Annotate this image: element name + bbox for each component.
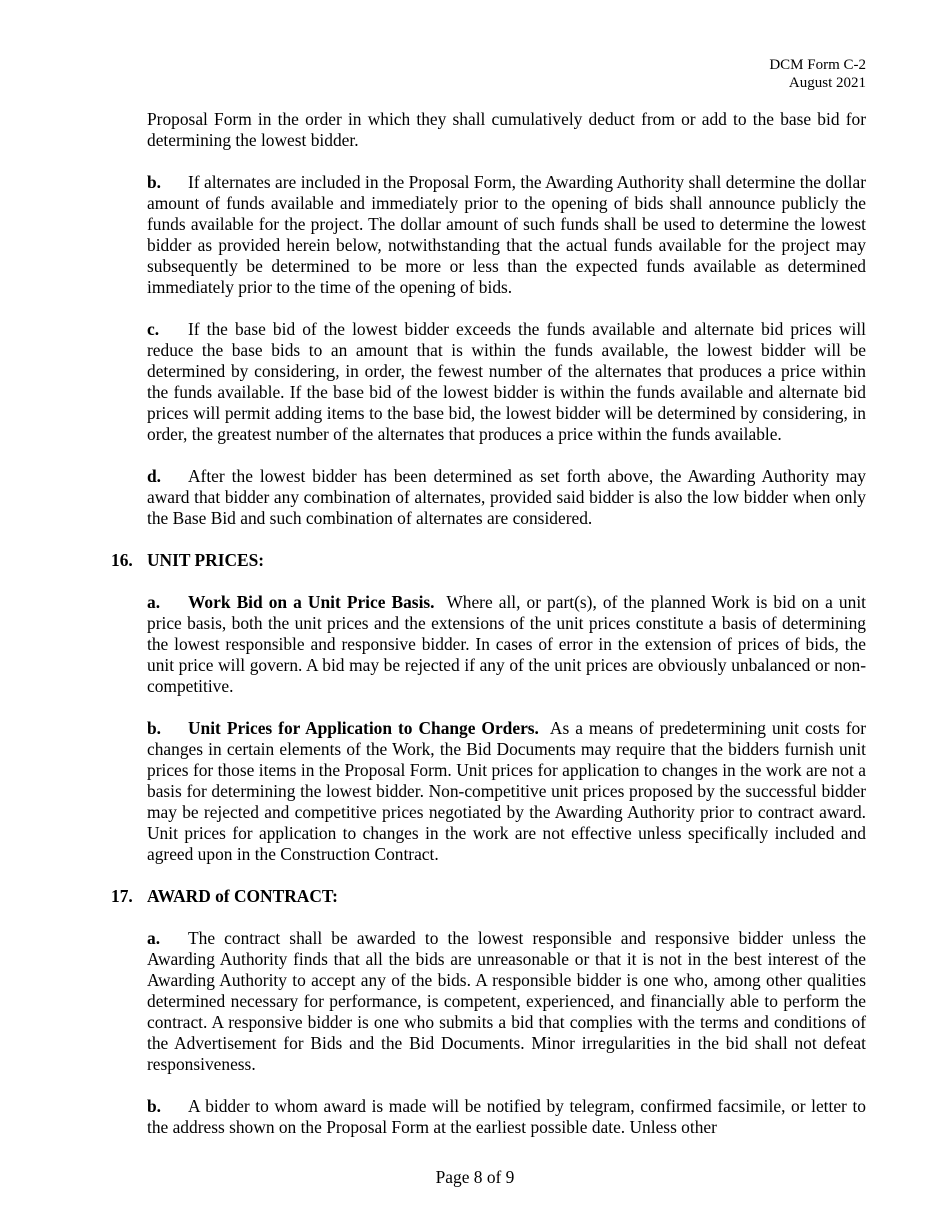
section-16-number: 16. [111, 550, 133, 570]
paragraph-c-text: If the base bid of the lowest bidder exceeds the funds available and alternate bid prices will reduce the base bids to an amount that is within the funds available, the lowest bidder will be determined by considering, in order, the fewest number of the alternates that produces a price within the funds available. If the base bid of the lowest bidder is within the funds available and alternate bid prices will permit adding items to the base bid, the lowest bidder will be determined by considering, in order, the greatest number of the alternates that produces a price within the funds available. [147, 319, 866, 444]
section-16-title: UNIT PRICES: [147, 550, 265, 570]
form-number: DCM Form C-2 [769, 57, 866, 73]
section-17-a-text: The contract shall be awarded to the lowest responsible and responsive bidder unless the Awarding Authority finds that all the bids are unreasonable or that it is not in the best interest of the Awarding Authority to accept any of the bids. A responsible bidder is one who, among other qualities determined necessary for performance, is competent, experienced, and financially able to perform the contract. A responsive bidder is one who submits a bid that complies with the terms and conditions of the Advertisement for Bids and the Bid Documents. Minor irregularities in the bid shall not defeat responsiveness. [147, 928, 866, 1074]
section-16-b-heading: Unit Prices for Application to Change Orders. [188, 718, 539, 738]
section-16-a-heading: Work Bid on a Unit Price Basis. [188, 592, 435, 612]
section-17-b-text: A bidder to whom award is made will be notified by telegram, confirmed facsimile, or letter to the address shown on the Proposal Form at the earliest possible date. Unless other [147, 1096, 866, 1137]
section-17-a-label: a. [147, 928, 161, 948]
continued-paragraph: Proposal Form in the order in which they shall cumulatively deduct from or add to the base bid for determining the lowest bidder. [147, 109, 866, 150]
paragraph-c-label: c. [147, 319, 160, 339]
paragraph-c [147, 319, 866, 445]
paragraph-d [147, 466, 866, 529]
paragraph-b-text: If alternates are included in the Proposal Form, the Awarding Authority shall determine the dollar amount of funds available and immediately prior to the opening of bids shall announce publicly the funds available for the project. The dollar amount of such funds shall be used to determine the lowest bidder as provided herein below, notwithstanding that the actual funds available for the project may subsequently be determined to be more or less than the expected funds available as determined immediately prior to the time of the opening of bids. [147, 172, 866, 297]
section-17-title: AWARD of CONTRACT: [147, 886, 338, 906]
page-number: Page 8 of 9 [435, 1167, 515, 1187]
section-17-paragraph-a [147, 928, 866, 1075]
section-16-b-label: b. [147, 718, 162, 738]
document-content [0, 109, 950, 1138]
paragraph-d-text: After the lowest bidder has been determined as set forth above, the Awarding Authority may award that bidder any combination of alternates, provided said bidder is also the low bidder when only the Base Bid and such combination of alternates are considered. [147, 466, 866, 528]
section-17-number: 17. [111, 886, 133, 906]
section-16-paragraph-a [147, 592, 866, 697]
paragraph-b [147, 172, 866, 298]
section-16-a-text: Where all, or part(s), of the planned Work is bid on a unit price basis, both the unit prices and the extensions of the unit prices constitute a basis of determining the lowest responsible and responsive bidder. In cases of error in the extension of prices of bids, the unit price will govern. A bid may be rejected if any of the unit prices are obviously unbalanced or non-competitive. [147, 592, 866, 696]
paragraph-b-label: b. [147, 172, 162, 192]
section-16-b-text: As a means of predetermining unit costs for changes in certain elements of the Work, the Bid Documents may require that the bidders furnish unit prices for those items in the Proposal Form. Unit prices for application to changes in the work are not a basis for determining the lowest bidder. Non-competitive unit prices proposed by the successful bidder may be rejected and competitive prices negotiated by the Awarding Authority prior to contract award. Unit prices for application to changes in the work are not effective unless specifically included and agreed upon in the Construction Contract. [147, 718, 866, 864]
section-17-heading [111, 886, 866, 907]
section-16-paragraph-b [147, 718, 866, 865]
section-16-heading [111, 550, 866, 571]
section-17-b-label: b. [147, 1096, 162, 1116]
paragraph-d-label: d. [147, 466, 162, 486]
form-date: August 2021 [788, 75, 866, 91]
section-17-paragraph-b [147, 1096, 866, 1138]
section-16-a-label: a. [147, 592, 161, 612]
